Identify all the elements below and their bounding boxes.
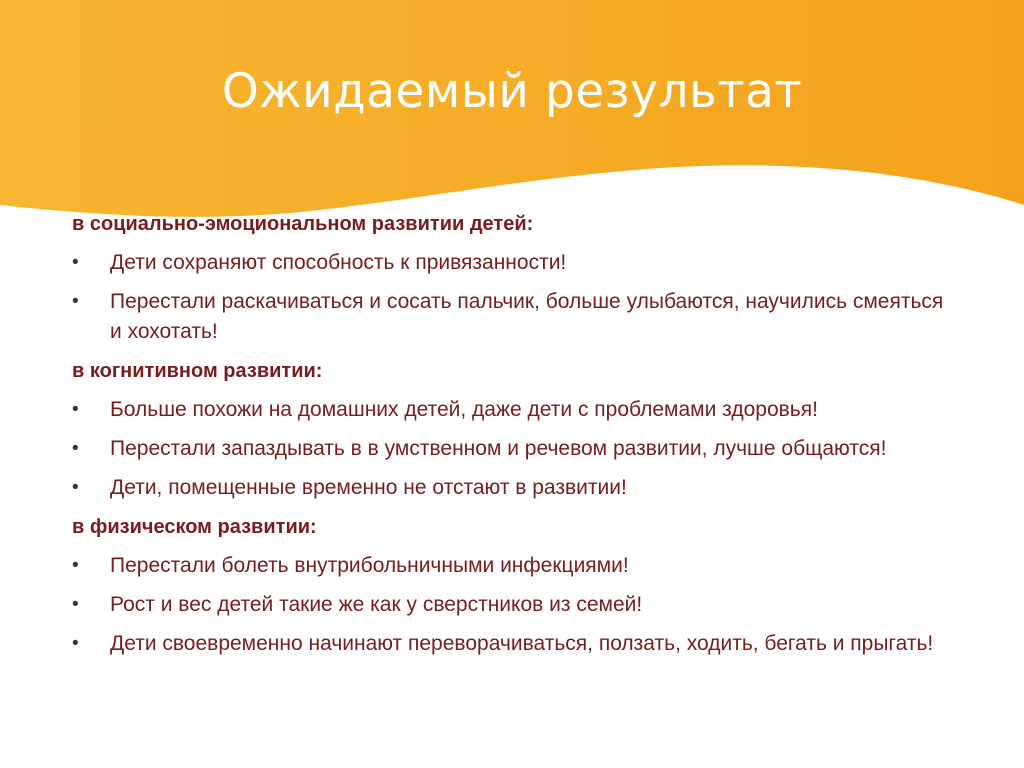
- bullet-text: Рост и вес детей такие же как у сверстников из семей!: [110, 593, 643, 616]
- bullet-text: Перестали болеть внутрибольничными инфекциями!: [110, 554, 629, 577]
- bullet-icon: •: [72, 633, 79, 654]
- bullet-item: [72, 395, 952, 425]
- bullet-text: Перестали раскачиваться и сосать пальчик, больше улыбаются, научились смеяться и хохотать!: [110, 290, 944, 343]
- bullet-item: [72, 434, 952, 464]
- bullet-item: [72, 287, 952, 347]
- bullet-item: [72, 551, 952, 581]
- slide-content: [72, 209, 952, 668]
- bullet-icon: •: [72, 438, 79, 459]
- bullet-item: [72, 629, 952, 659]
- bullet-text: Дети своевременно начинают переворачиваться, ползать, ходить, бегать и прыгать!: [110, 632, 934, 655]
- bullet-item: [72, 590, 952, 620]
- section-heading-physical: в физическом развитии:: [72, 516, 317, 538]
- bullet-icon: •: [72, 399, 79, 420]
- bullet-item: [72, 248, 952, 278]
- bullet-text: Перестали запаздывать в в умственном и речевом развитии, лучше общаются!: [110, 437, 887, 460]
- bullet-icon: •: [72, 252, 79, 273]
- bullet-text: Дети сохраняют способность к привязанности!: [110, 251, 567, 274]
- bullet-text: Дети, помещенные временно не отстают в развитии!: [110, 476, 627, 499]
- bullet-icon: •: [72, 477, 79, 498]
- bullet-icon: •: [72, 291, 79, 312]
- bullet-item: [72, 473, 952, 503]
- section-heading-cognitive: в когнитивном развитии:: [72, 360, 323, 382]
- bullet-icon: •: [72, 555, 79, 576]
- section-heading-social: в социально-эмоциональном развитии детей:: [72, 213, 534, 235]
- slide-title: Ожидаемый результат: [221, 64, 803, 119]
- bullet-text: Больше похожи на домашних детей, даже дети с проблемами здоровья!: [110, 398, 818, 421]
- bullet-icon: •: [72, 594, 79, 615]
